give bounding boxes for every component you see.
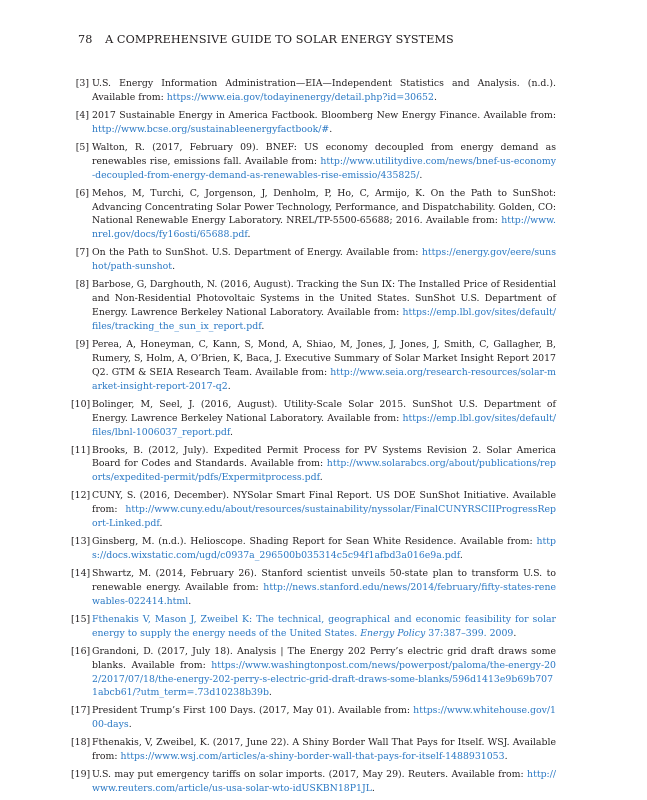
reference-body	[92, 705, 556, 730]
reference-item	[71, 613, 556, 641]
reference-text: President Trump’s First 100 Days. (2017, May 01). Available from:	[92, 705, 414, 717]
reference-text: Ginsberg, M. (n.d.). Helioscope. Shading Report for Sean White Residence. Available from:	[92, 536, 537, 548]
reference-number: [14]	[71, 568, 91, 580]
reference-tail: .	[419, 169, 423, 181]
reference-body	[92, 142, 556, 181]
reference-tail: .	[188, 595, 192, 607]
reference-link[interactable]: 37:387–399. 2009	[425, 627, 514, 639]
reference-link[interactable]: Fthenakis V, Mason J, Zweibel K: The technical, geographical and economic feasibility for solar energy to supply the energy needs of the United States.	[92, 613, 556, 639]
reference-body	[92, 568, 556, 607]
reference-text: U.S. may put emergency tariffs on solar imports. (2017, May 29). Reuters. Available from:	[92, 769, 528, 781]
reference-item	[75, 338, 556, 394]
reference-body	[92, 247, 556, 272]
reference-number: [12]	[71, 490, 91, 502]
reference-body	[92, 445, 556, 484]
reference-url[interactable]: http://www.utilitydive.com/news/bnef-us-economy-decoupled-from-energy-demand-as-renewables-rise-emissio/435825/	[92, 155, 556, 181]
reference-number: [17]	[71, 705, 91, 717]
reference-tail: .	[268, 687, 272, 699]
reference-item	[75, 187, 556, 243]
reference-number: [18]	[71, 737, 91, 749]
reference-number: [11]	[71, 444, 91, 456]
reference-body	[92, 110, 556, 135]
reference-url[interactable]: https://www.wsj.com/articles/a-shiny-border-wall-that-pays-for-itself-1488931053	[120, 751, 505, 763]
reference-item	[71, 736, 556, 764]
reference-item	[75, 141, 556, 183]
reference-number: [6]	[75, 187, 89, 199]
reference-number: [10]	[71, 398, 91, 410]
reference-number: [7]	[75, 247, 89, 259]
reference-text: Shwartz, M. (2014, February 26). Stanford scientist unveils 50-state plan to transform U.S. to renewable energy. Available from:	[92, 568, 556, 593]
reference-url[interactable]: https://energy.gov/eere/sunshot/path-sunshot	[92, 247, 556, 273]
reference-url[interactable]: https://emp.lbl.gov/sites/default/files/tracking_the_sun_ix_report.pdf	[92, 307, 556, 332]
reference-tail: .	[433, 91, 437, 103]
reference-url[interactable]: https://www.eia.gov/todayinenergy/detail.php?id=30652	[166, 91, 434, 103]
reference-body	[92, 339, 556, 392]
reference-body	[92, 399, 556, 438]
reference-body	[92, 737, 556, 762]
reference-tail: .	[504, 751, 508, 763]
reference-text: Grandoni, D. (2017, July 18). Analysis | The Energy 202 Perry’s electric grid draft draws some blanks. Available from:	[92, 645, 556, 671]
reference-item	[71, 444, 556, 486]
reference-item	[71, 489, 556, 531]
reference-number: [3]	[75, 78, 89, 89]
reference-tail: .	[261, 320, 265, 332]
reference-text: Fthenakis, V, Zweibel, K. (2017, June 22). A Shiny Border Wall That Pays for Itself. WSJ. Available from:	[92, 737, 556, 763]
reference-url[interactable]: https://www.whitehouse.gov/100-days	[92, 705, 556, 731]
reference-text: 2017 Sustainable Energy in America Factbook. Bloomberg New Energy Finance. Available from:	[92, 109, 556, 121]
reference-number: [13]	[71, 536, 91, 548]
reference-tail: .	[159, 518, 163, 530]
reference-body	[92, 769, 556, 794]
reference-text: Brooks, B. (2012, July). Expedited Permit Process for PV Systems Revision 2. Solar America Board for Codes and Standards. Available from:	[92, 444, 556, 470]
reference-body	[92, 490, 556, 529]
reference-text: Perea, A, Honeyman, C, Kann, S, Mond, A, Shiao, M, Jones, J, Jones, J, Smith, C, Gallagher, B, Rumery, S, Holm, A, O’Brien, K, Baca, J. Executive Summary of Solar Market Insight Report 2017 Q2. GTM & SEIA Research Team. Available from:	[92, 338, 556, 378]
reference-number: [4]	[75, 109, 89, 121]
reference-url[interactable]: https://emp.lbl.gov/sites/default/files/lbnl-1006037_report.pdf	[92, 412, 556, 438]
reference-tail: .	[247, 229, 251, 241]
reference-item	[71, 704, 556, 732]
reference-text: U.S. Energy Information Administration—EIA—Independent Statistics and Analysis. (n.d.). Available from:	[92, 78, 556, 103]
reference-body	[92, 78, 556, 103]
reference-item	[75, 246, 556, 274]
reference-text: On the Path to SunShot. U.S. Department of Energy. Available from:	[92, 247, 422, 259]
reference-number: [16]	[71, 645, 91, 657]
reference-number: [19]	[71, 769, 91, 781]
reference-text: Walton, R. (2017, February 09). BNEF: US economy decoupled from energy demand as renewables rise, emissions fall. Available from:	[92, 141, 556, 167]
reference-body	[92, 614, 556, 639]
reference-tail: .	[329, 123, 333, 135]
reference-item	[75, 278, 556, 334]
reference-url[interactable]: http://www.seia.org/research-resources/solar-market-insight-report-2017-q2	[92, 366, 556, 392]
reference-text: Mehos, M, Turchi, C, Jorgenson, J, Denholm, P, Ho, C, Armijo, K. On the Path to SunShot: Advancing Concentrating Solar Power Technology, Performance, and Dispatchability. Golden, CO: National Renewable Energy Laboratory. NREL/TP-5500-65688; 2016. Available from:	[92, 187, 556, 227]
reference-url[interactable]: http://www.solarabcs.org/about/publications/reports/expedited-permit/pdfs/Expermitprocess.pdf	[92, 458, 556, 484]
reference-item	[71, 535, 556, 563]
reference-url[interactable]: http://www.reuters.com/article/us-usa-solar-wto-idUSKBN18P1JL	[92, 769, 556, 795]
reference-url[interactable]: http://www.cuny.edu/about/resources/sustainability/nyssolar/FinalCUNYRSCIIProgressReport-Linked.pdf	[92, 504, 556, 530]
reference-body	[92, 536, 556, 561]
reference-number: [5]	[75, 141, 89, 153]
reference-item	[71, 567, 556, 609]
reference-number: [15]	[71, 613, 91, 625]
reference-url[interactable]: http://www.bcse.org/sustainableenergyfactbook/#	[92, 123, 330, 135]
reference-number: [9]	[75, 338, 89, 350]
reference-item	[71, 398, 556, 440]
reference-url[interactable]: https://docs.wixstatic.com/ugd/c0937a_296500b035314c5c94f1afbd3a016e9a.pdf	[92, 536, 556, 562]
journal-title[interactable]: Energy Policy	[360, 627, 426, 639]
reference-tail: .	[459, 550, 463, 562]
reference-text: Barbose, G, Darghouth, N. (2016, August). Tracking the Sun IX: The Installed Price of Residential and Non-Residential Photovoltaic Systems in the United States. SunShot U.S. Department of Energy. Lawrence Berkeley National Laboratory. Available from:	[92, 279, 556, 319]
reference-url[interactable]: https://www.washingtonpost.com/news/powerpost/paloma/the-energy-202/2017/07/18/the-energy-202-perry-s-electric-grid-draft-draws-some-blanks/596d1413e9b69b7071abcb61/?utm_term=.73d10238b39b	[92, 659, 556, 699]
reference-tail: .	[230, 426, 233, 438]
running-title: A COMPREHENSIVE GUIDE TO SOLAR ENERGY SYSTEMS	[105, 33, 454, 46]
page-number: 78	[78, 33, 93, 46]
reference-body	[92, 279, 556, 332]
reference-item	[75, 109, 556, 137]
reference-body	[92, 646, 556, 699]
reference-body	[92, 188, 556, 241]
reference-tail: .	[128, 719, 132, 731]
reference-tail: .	[513, 627, 517, 639]
reference-item	[71, 768, 556, 796]
reference-tail: .	[319, 472, 323, 484]
running-header	[78, 33, 454, 46]
reference-list	[71, 77, 556, 800]
reference-item	[71, 645, 556, 701]
reference-url[interactable]: http://news.stanford.edu/news/2014/february/fifty-states-renewables-022414.html	[92, 581, 556, 607]
reference-text: Bolinger, M, Seel, J. (2016, August). Utility-Scale Solar 2015. SunShot U.S. Department of Energy. Lawrence Berkeley National Laboratory. Available from:	[92, 398, 556, 424]
reference-tail: .	[227, 380, 231, 392]
reference-text: CUNY, S. (2016, December). NYSolar Smart Final Report. US DOE SunShot Initiative. Available from:	[92, 490, 556, 516]
reference-item	[75, 77, 556, 105]
reference-tail: .	[371, 783, 375, 795]
reference-number: [8]	[75, 279, 89, 291]
reference-tail: .	[172, 261, 176, 273]
reference-url[interactable]: http://www.nrel.gov/docs/fy16osti/65688.pdf	[92, 215, 556, 241]
